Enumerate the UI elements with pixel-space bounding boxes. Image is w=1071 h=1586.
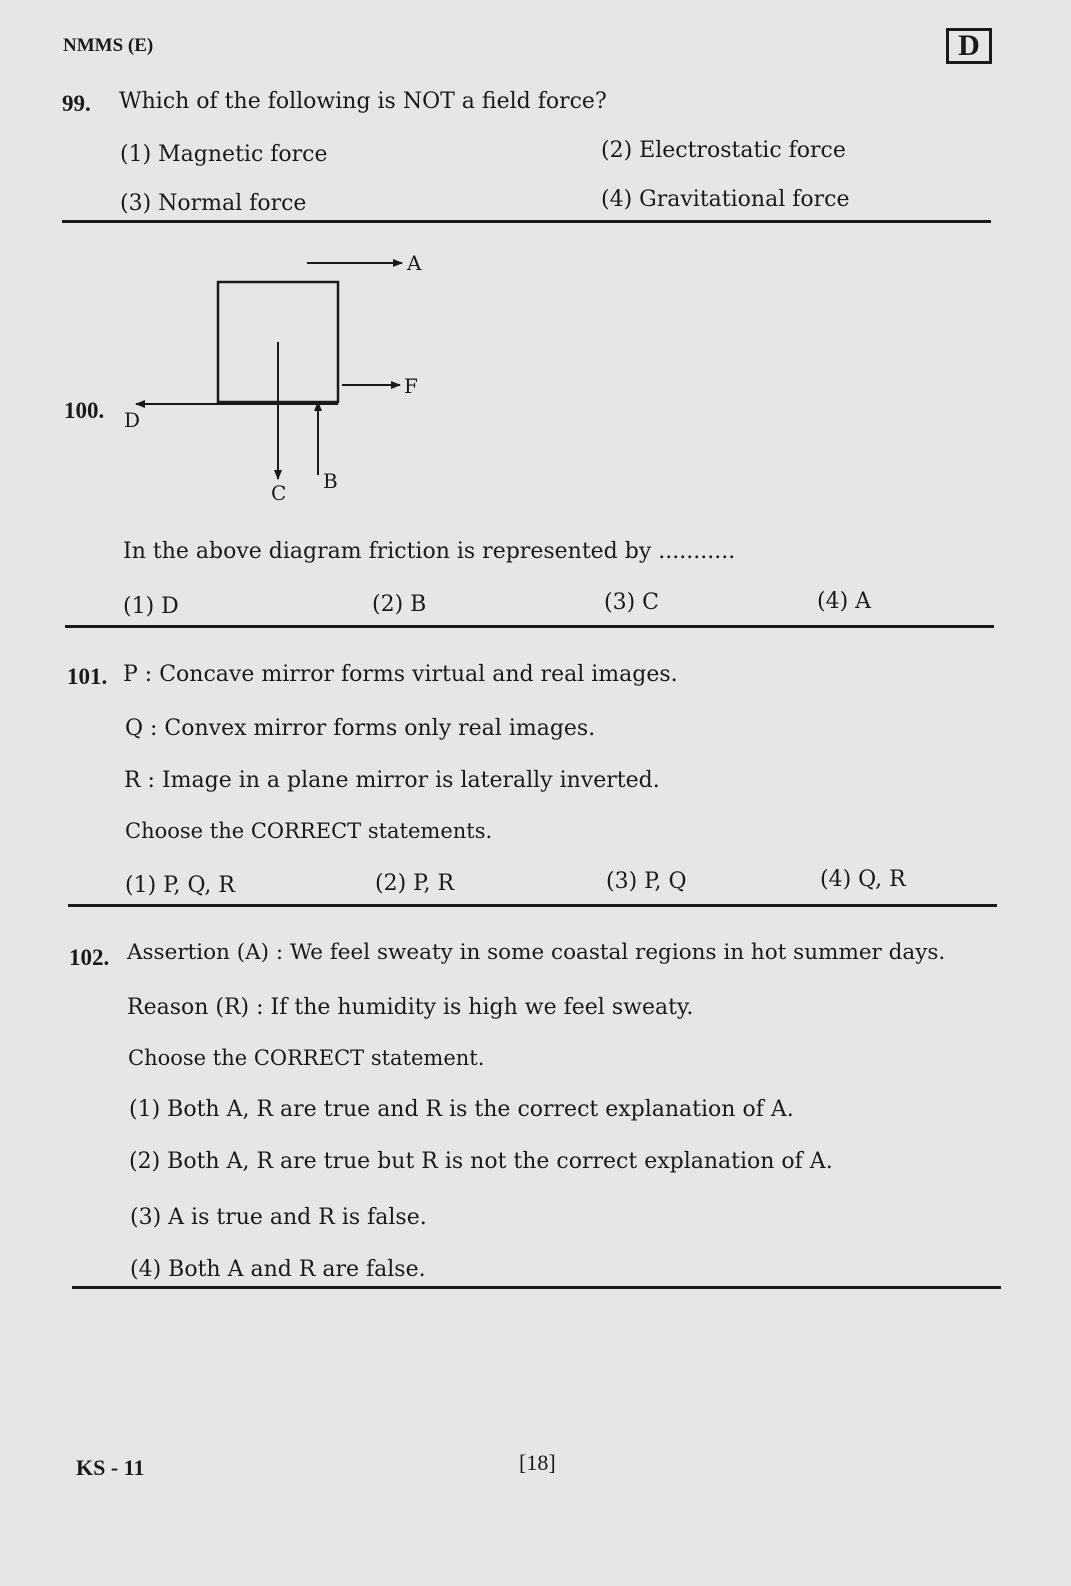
option-2[interactable]: (2) P, R (375, 871, 455, 896)
option-1[interactable]: (1) Magnetic force (120, 142, 328, 167)
label-a: A (407, 251, 422, 275)
divider (65, 625, 994, 628)
label-b: B (323, 469, 338, 493)
option-1[interactable]: (1) D (123, 594, 179, 619)
question-text: Which of the following is NOT a field force? (119, 89, 607, 114)
assertion: Assertion (A) : We feel sweaty in some coastal regions in hot summer days. (127, 940, 946, 965)
statement-q: Q : Convex mirror forms only real images. (125, 716, 596, 741)
divider (72, 1286, 1001, 1289)
option-4[interactable]: (4) Both A and R are false. (130, 1257, 426, 1282)
question-number: 102. (69, 945, 110, 970)
reason: Reason (R) : If the humidity is high we feel sweaty. (127, 995, 694, 1020)
option-4[interactable]: (4) Q, R (820, 867, 906, 892)
booklet-code-box: D (946, 28, 992, 64)
instruction: Choose the CORRECT statement. (128, 1046, 485, 1070)
question-number: 100. (64, 398, 105, 423)
page-number: [18] (519, 1450, 556, 1475)
instruction: Choose the CORRECT statements. (125, 819, 493, 843)
option-4[interactable]: (4) Gravitational force (601, 187, 850, 212)
label-d: D (124, 408, 141, 432)
option-1[interactable]: (1) Both A, R are true and R is the correct explanation of A. (129, 1097, 794, 1122)
option-3[interactable]: (3) P, Q (606, 869, 687, 894)
statement-r: R : Image in a plane mirror is laterally inverted. (124, 768, 660, 793)
force-diagram (120, 245, 440, 515)
question-number: 99. (62, 91, 91, 116)
page-code: KS - 11 (76, 1455, 145, 1480)
statement-p: P : Concave mirror forms virtual and real images. (123, 662, 678, 687)
option-4[interactable]: (4) A (817, 589, 872, 614)
option-3[interactable]: (3) A is true and R is false. (130, 1205, 427, 1230)
option-2[interactable]: (2) B (372, 592, 427, 617)
option-2[interactable]: (2) Both A, R are true but R is not the correct explanation of A. (129, 1149, 833, 1174)
question-number: 101. (67, 664, 108, 689)
option-3[interactable]: (3) Normal force (120, 191, 307, 216)
divider (62, 220, 991, 223)
option-3[interactable]: (3) C (604, 590, 659, 615)
label-c: C (271, 481, 287, 505)
label-f: F (404, 374, 418, 398)
divider (68, 904, 997, 907)
question-text: In the above diagram friction is represented by ........... (123, 539, 736, 564)
option-2[interactable]: (2) Electrostatic force (601, 138, 846, 163)
exam-title: NMMS (E) (63, 35, 154, 56)
option-1[interactable]: (1) P, Q, R (125, 873, 235, 898)
